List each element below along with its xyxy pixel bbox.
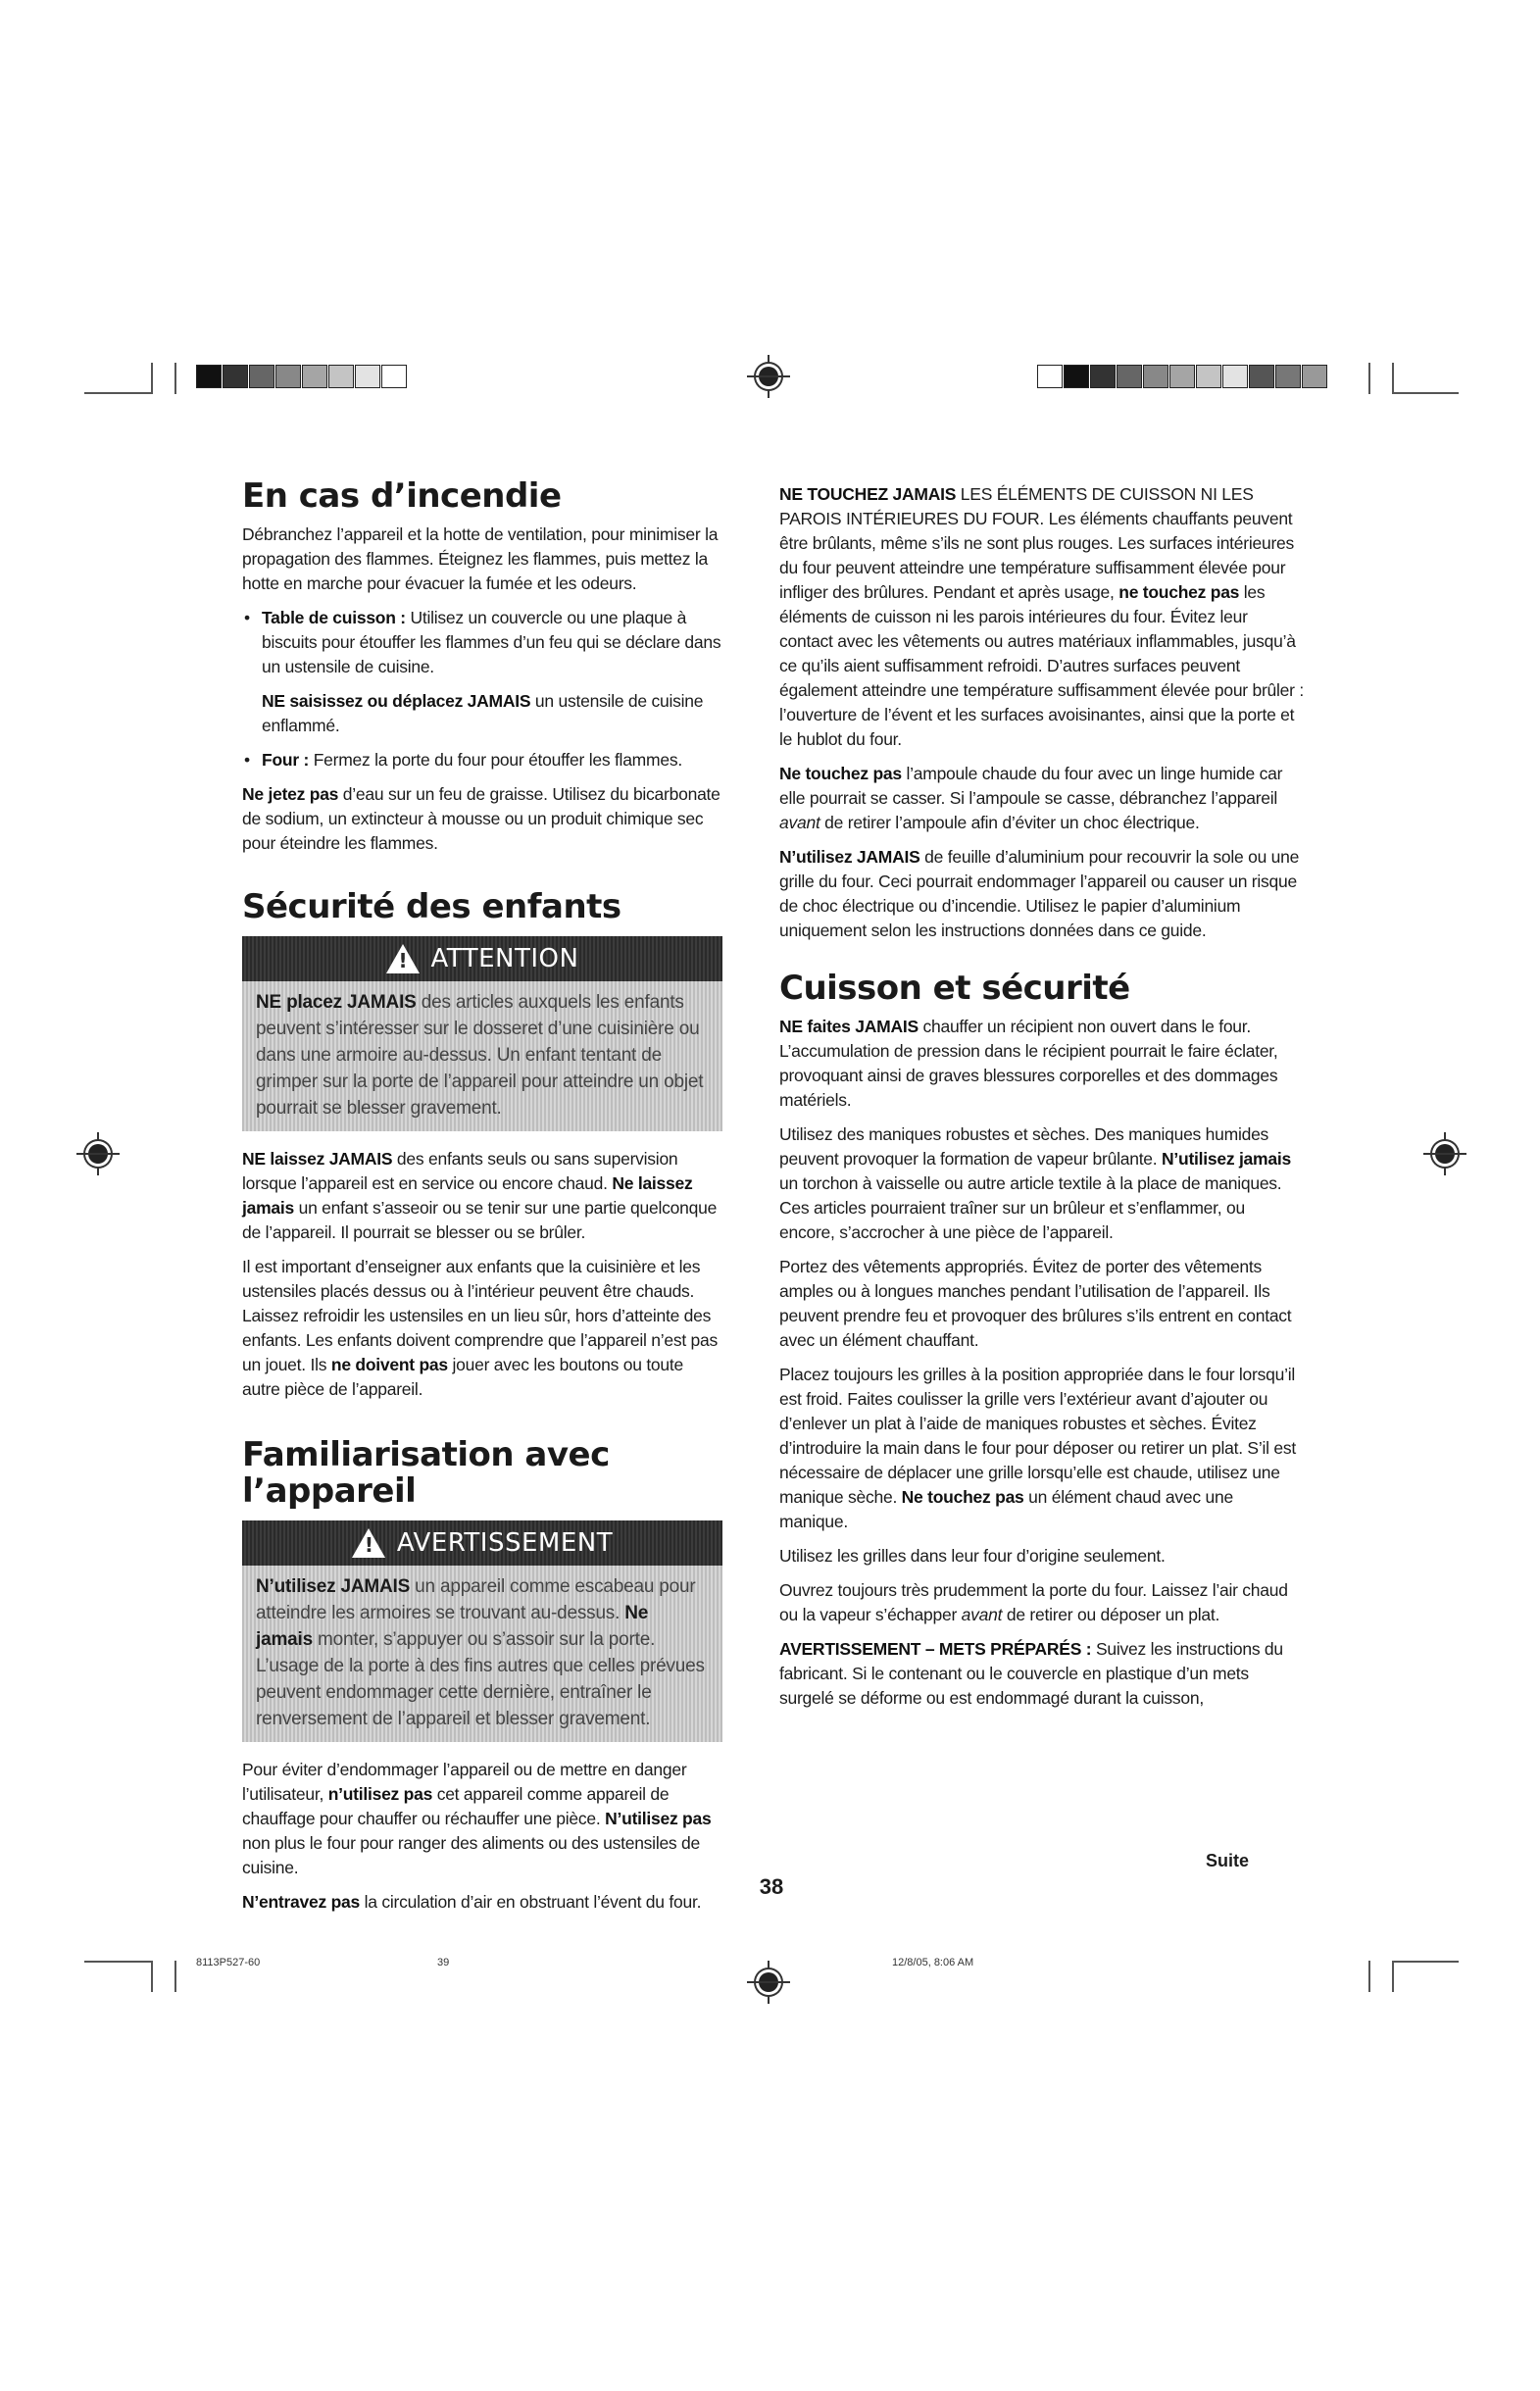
right-p1: NE TOUCHEZ JAMAIS LES ÉLÉMENTS DE CUISSON NI LES PAROIS INTÉRIEURES DU FOUR. Les éléments chauffants peuvent être brûlants, même s’ils ne sont plus rouges. Les surfaces intérieures du four peuvent atteindre une température suffisamment élevée pour infliger des brûlures. Pendant et après usage, ne touchez pas les éléments de cuisson ni les parois intérieures du four. Évitez leur contact avec les vêtements ou autres matériaux inflammables, jusqu’à ce qu’ils aient suffisamment refroidi. D’autres surfaces peuvent également atteindre une température suffisamment élevée pour brûler : l’ouverture de l’évent et les surfaces avoisinantes, ainsi que la porte et le hublot du four.	[779, 484, 1304, 749]
cuisson-p3: Portez des vêtements appropriés. Évitez de porter des vêtements amples ou à longues manches pendant l’utilisation de l’appareil. Ils peuvent prendre feu et provoquer des brûlures s’ils entrent en contact avec un élément chauffant.	[779, 1257, 1292, 1351]
familiarisation-p2: N’entravez pas la circulation d’air en obstruant l’évent du four.	[242, 1891, 702, 1912]
cuisson-p4: Placez toujours les grilles à la position appropriée dans le four lorsqu’il est froid. Faites coulisser la grille vers l’extérieur avant d’ajouter ou d’enlever un plat à l’aide de maniques robustes et sèches. Évitez d’introduire la main dans le four pour déposer ou retirer un plat. S’il est nécessaire de déplacer une grille lorsqu’elle est chaude, utilisez une manique sèche. Ne touchez pas un élément chaud avec une manique.	[779, 1365, 1296, 1532]
crop-mark	[1392, 363, 1394, 394]
cuisson-p6: Ouvrez toujours très prudemment la porte du four. Laissez l’air chaud ou la vapeur s’échapper avant de retirer ou déposer un plat.	[779, 1580, 1288, 1625]
heading-familiarisation: Familiarisation avec l’appareil	[242, 1434, 610, 1512]
crop-mark	[174, 363, 176, 394]
avertissement-text: N’utilisez JAMAIS un appareil comme escabeau pour atteindre les armoires se trouvant au-dessus. Ne jamais monter, s’appuyer ou s’assoir sur la porte. L’usage de la porte à des fins autres que celles prévues peuvent endommager cette dernière, entraîner le renversement de l’appareil et blesser gravement.	[256, 1575, 705, 1729]
enfants-p1: NE laissez JAMAIS des enfants seuls ou sans supervision lorsque l’appareil est en service ou encore chaud. Ne laissez jamais un enfant s’asseoir ou se tenir sur une partie quelconque de l’appareil. Il pourrait se blesser ou se brûler.	[242, 1148, 718, 1242]
color-bar-right	[1037, 365, 1328, 388]
cuisson-p2: Utilisez des maniques robustes et sèches. Des maniques humides peuvent provoquer la formation de vapeur brûlante. N’utilisez jamais un torchon à vaisselle ou autre article textile à la place de maniques. Ces articles pourraient traîner sur un brûleur et s’enflammer, ou encore, s’accrocher à une pièce de l’appareil.	[779, 1124, 1291, 1243]
registration-mark-top	[755, 363, 782, 390]
attention-text: NE placez JAMAIS des articles auxquels les enfants peuvent s’intéresser sur le dosseret d’une cuisinière ou dans une armoire au-dessus. Un enfant tentant de grimper sur la porte de l’appareil pour atteindre un objet pourrait se blesser gravement.	[256, 991, 704, 1119]
avertissement-box	[242, 1520, 722, 1742]
right-p3: N’utilisez JAMAIS de feuille d’aluminium pour recouvrir la sole ou une grille du four. Ceci pourrait endommager l’appareil ou causer un risque de choc électrique ou d’incendie. Utilisez le papier d’aluminium uniquement selon les instructions données dans ce guide.	[779, 847, 1300, 940]
crop-mark	[151, 1961, 153, 1992]
page-number: 38	[759, 1874, 784, 1899]
cuisson-p5: Utilisez les grilles dans leur four d’origine seulement.	[779, 1546, 1166, 1567]
avertissement-header: ! AVERTISSEMENT	[242, 1520, 722, 1566]
registration-mark-left	[84, 1140, 112, 1168]
crop-mark	[1392, 1961, 1394, 1992]
attention-header: ! ATTENTION	[242, 936, 722, 981]
incendie-four-item: • Four : Fermez la porte du four pour étouffer les flammes.	[242, 748, 722, 772]
crop-mark	[1392, 392, 1459, 394]
enfants-p2: Il est important d’enseigner aux enfants que la cuisinière et les ustensiles placés dessus ou à l’intérieur peuvent être chauds. Laissez refroidir les ustensiles en un lieu sûr, hors d’atteinte des enfants. Les enfants doivent comprendre que l’appareil n’est pas un jouet. Ils ne doivent pas jouer avec les boutons ou toute autre pièce de l’appareil.	[242, 1256, 719, 1399]
footer-sheet: 39	[437, 1957, 450, 1968]
continued-label: Suite	[1206, 1851, 1250, 1870]
heading-cuisson: Cuisson et sécurité	[779, 969, 1130, 1008]
registration-mark-bottom	[755, 1968, 782, 1996]
heading-incendie: En cas d’incendie	[242, 476, 562, 516]
crop-mark	[1368, 1961, 1370, 1992]
warning-triangle-icon	[386, 944, 420, 973]
right-column	[779, 482, 1304, 1720]
incendie-nesaisissez: NE saisissez ou déplacez JAMAIS un ustensile de cuisine enflammé.	[262, 691, 704, 736]
crop-mark	[84, 392, 151, 394]
crop-mark	[84, 1961, 151, 1963]
left-column	[242, 478, 722, 1924]
color-bar-left	[196, 365, 408, 388]
incendie-list-2	[242, 748, 722, 772]
incendie-list	[242, 606, 722, 679]
crop-mark	[1368, 363, 1370, 394]
familiarisation-p1: Pour éviter d’endommager l’appareil ou de mettre en danger l’utilisateur, n’utilisez pas cet appareil comme appareil de chauffage pour chauffer ou réchauffer une pièce. N’utilisez pas non plus le four pour ranger des aliments ou des ustensiles de cuisine.	[242, 1759, 712, 1877]
right-p2: Ne touchez pas l’ampoule chaude du four avec un linge humide car elle pourrait se casser. Si l’ampoule se casse, débranchez l’appareil avant de retirer l’ampoule afin d’éviter un choc électrique.	[779, 764, 1283, 832]
warning-triangle-icon	[352, 1528, 385, 1558]
crop-mark	[151, 363, 153, 394]
registration-mark-right	[1431, 1140, 1459, 1168]
incendie-intro: Débranchez l’appareil et la hotte de ventilation, pour minimiser la propagation des flammes. Éteignez les flammes, puis mettez la hotte en marche pour évacuer la fumée et les odeurs.	[242, 524, 719, 594]
incendie-nejetez: Ne jetez pas d’eau sur un feu de graisse. Utilisez du bicarbonate de sodium, un extincteur à mousse ou un produit chimique sec pour éteindre les flammes.	[242, 784, 720, 854]
footer-date: 12/8/05, 8:06 AM	[892, 1957, 974, 1968]
footer-code: 8113P527-60	[196, 1957, 261, 1968]
cuisson-p7: AVERTISSEMENT – METS PRÉPARÉS : Suivez les instructions du fabricant. Si le contenant ou le couvercle en plastique d’un mets surgelé se déforme ou est endommagé durant la cuisson,	[779, 1639, 1283, 1709]
attention-box	[242, 936, 722, 1131]
incendie-table-item: • Table de cuisson : Utilisez un couvercle ou une plaque à biscuits pour étouffer les flammes d’un feu qui se déclare dans un ustensile de cuisine.	[242, 606, 722, 679]
crop-mark	[174, 1961, 176, 1992]
crop-mark	[1392, 1961, 1459, 1963]
cuisson-p1: NE faites JAMAIS chauffer un récipient non ouvert dans le four. L’accumulation de pression dans le récipient pourrait le faire éclater, provoquant ainsi de graves blessures corporelles et des dommages matériels.	[779, 1017, 1278, 1111]
heading-enfants: Sécurité des enfants	[242, 887, 621, 927]
